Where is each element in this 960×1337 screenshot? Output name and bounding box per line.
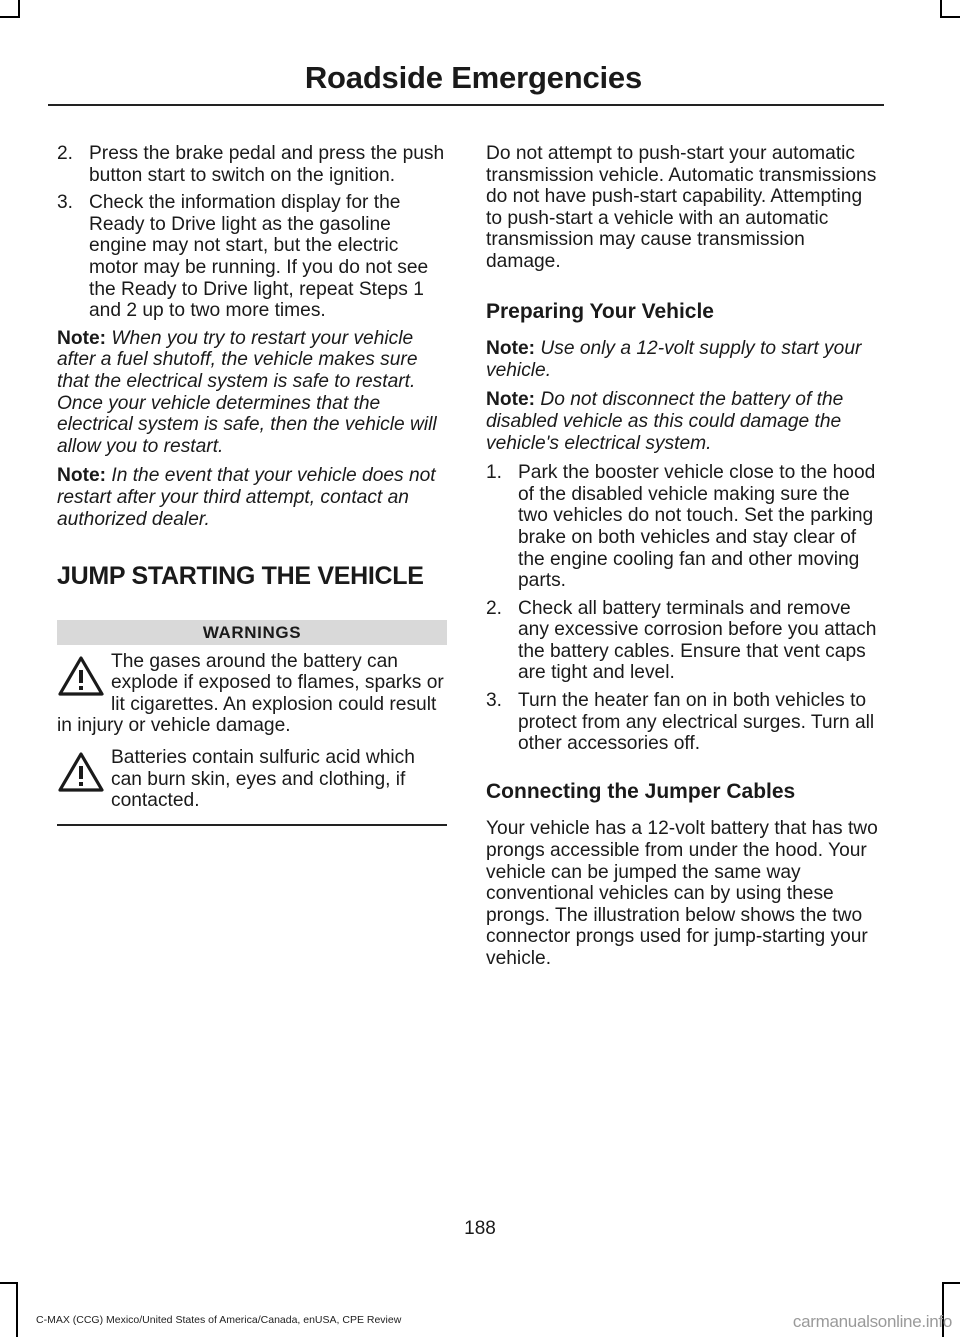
- crop-mark: [18, 0, 20, 18]
- note-text: Do not disconnect the battery of the disabled vehicle as this could damage the vehicle's electrical system.: [486, 389, 844, 454]
- step-text: Check the information display for the Ready to Drive light as the gasoline engine may not start, but the electric motor may be running. If you do not see the Ready to Drive light, repeat Steps 1 and 2 up to two more times.: [89, 192, 429, 322]
- step-number: 2.: [57, 143, 74, 164]
- step-number: 2.: [486, 597, 503, 619]
- subsection-heading: Preparing Your Vehicle: [486, 299, 714, 323]
- body-paragraph: Your vehicle has a 12-volt battery that has two prongs accessible from under the hood. Your vehicle can be jumped the same way conventional vehicles can by using these prongs. The illustration below shows the two connector prongs used for jump-starting your vehicle.: [486, 818, 878, 969]
- step-text: Press the brake pedal and press the push button start to switch on the ignition.: [89, 143, 445, 186]
- note-text: When you try to restart your vehicle after a fuel shutoff, the vehicle makes sure that the electrical system is safe to restart. Once your vehicle determines that the electrical system is safe, then the vehicle will allow you to restart.: [57, 327, 437, 457]
- note-text: Use only a 12-volt supply to start your vehicle.: [486, 338, 862, 381]
- list-item: [486, 690, 880, 755]
- step-number: 3.: [57, 192, 74, 214]
- header-divider: [48, 104, 884, 106]
- warning-triangle-icon: [57, 751, 105, 793]
- step-text: Park the booster vehicle close to the hood of the disabled vehicle making sure the two vehicles do not touch. Set the parking brake on both vehicles and stay clear of the engine cooling fan and other moving parts.: [518, 462, 876, 592]
- section-heading: JUMP STARTING THE VEHICLE: [57, 562, 424, 591]
- crop-mark: [942, 1282, 960, 1284]
- note-text: In the event that your vehicle does not restart after your third attempt, contact an authorized dealer.: [57, 465, 436, 530]
- page-number: 188: [464, 1218, 496, 1239]
- intro-paragraph: Do not attempt to push-start your automatic transmission vehicle. Automatic transmissions do not have push-start capability. Attempting to push-start a vehicle with an automatic transmission may cause transmission damage.: [486, 143, 877, 272]
- note: [57, 465, 447, 530]
- warning-triangle-icon: [57, 655, 105, 697]
- crop-mark: [0, 16, 20, 18]
- note: [486, 389, 880, 454]
- note-label: Note:: [486, 389, 536, 411]
- step-number: 1.: [486, 462, 503, 484]
- list-item: [486, 598, 880, 684]
- warning-text: Batteries contain sulfuric acid which can burn skin, eyes and clothing, if contacted.: [111, 747, 415, 812]
- document-info: C-MAX (CCG) Mexico/United States of America/Canada, enUSA, CPE Review: [36, 1314, 402, 1326]
- note: [486, 338, 880, 381]
- note-label: Note:: [57, 465, 107, 487]
- list-item: [57, 143, 447, 186]
- crop-mark: [940, 16, 960, 18]
- note-label: Note:: [486, 338, 536, 360]
- step-number: 3.: [486, 690, 503, 712]
- warning-item: [57, 651, 447, 737]
- warnings-divider: [57, 824, 447, 826]
- list-item: [57, 192, 447, 322]
- list-item: [486, 462, 880, 592]
- warning-text: The gases around the battery can explode if exposed to flames, sparks or lit cigarettes. An explosion could result in injury or vehicle damage.: [57, 650, 444, 737]
- watermark: carmanualsonline.info: [792, 1312, 952, 1331]
- right-column: [486, 143, 880, 978]
- note: [57, 328, 447, 458]
- note-label: Note:: [57, 327, 107, 349]
- crop-mark: [940, 0, 942, 18]
- subsection-heading: Connecting the Jumper Cables: [486, 779, 796, 803]
- step-text: Check all battery terminals and remove any excessive corrosion before you attach the battery cables. Ensure that vent caps are tight and level.: [518, 597, 877, 684]
- page-title: Roadside Emergencies: [304, 60, 642, 95]
- step-text: Turn the heater fan on in both vehicles to protect from any electrical surges. Turn all other accessories off.: [518, 690, 875, 755]
- left-column: [57, 143, 447, 826]
- warning-item: [57, 747, 447, 812]
- warnings-header: WARNINGS: [57, 620, 447, 645]
- crop-mark: [16, 1282, 18, 1337]
